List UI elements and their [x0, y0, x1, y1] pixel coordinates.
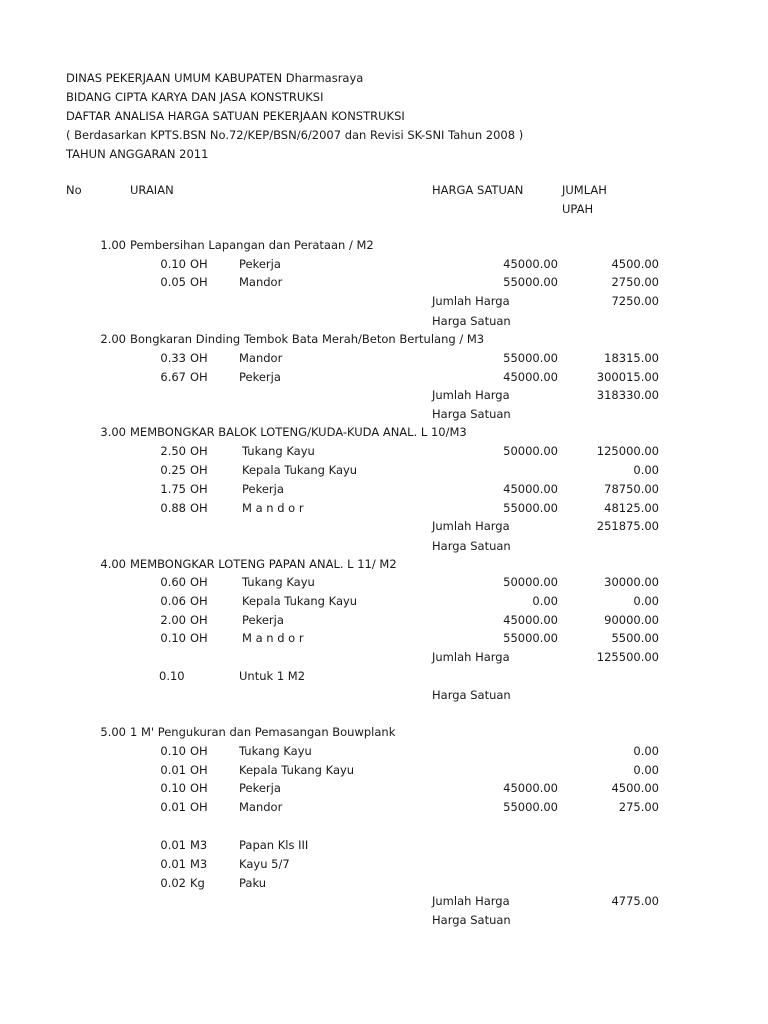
item-name: Mandor: [239, 351, 283, 365]
item-price: 55000.00: [503, 275, 558, 289]
material-coefficient: 0.01: [160, 838, 186, 852]
item-coefficient: 2.50: [160, 444, 186, 458]
item-row: [0, 629, 768, 648]
item-row: [0, 761, 768, 780]
material-name: Kayu 5/7: [239, 857, 290, 871]
total-row: [0, 386, 768, 405]
item-price: 45000.00: [503, 370, 558, 384]
item-coefficient: 0.88: [160, 501, 186, 515]
section-title: MEMBONGKAR BALOK LOTENG/KUDA-KUDA ANAL. L 10/M3: [130, 425, 467, 439]
column-header-upah: UPAH: [562, 202, 594, 216]
item-name: Pekerja: [239, 370, 281, 384]
item-coefficient: 0.05: [160, 275, 186, 289]
item-amount: 4500.00: [611, 257, 659, 271]
item-name: Mandor: [239, 275, 283, 289]
item-price: 45000.00: [503, 613, 558, 627]
header-fiscal-year: TAHUN ANGGARAN 2011: [66, 147, 209, 161]
jumlah-harga-label: Jumlah Harga: [432, 519, 510, 533]
item-row: [0, 480, 768, 499]
item-name: Tukang Kayu: [242, 444, 315, 458]
item-row: [0, 798, 768, 817]
section-number: 2.00: [100, 332, 126, 346]
item-name: Pekerja: [242, 613, 284, 627]
item-amount: 0.00: [633, 594, 659, 608]
material-unit: M3: [190, 857, 208, 871]
total-row: [0, 292, 768, 311]
item-amount: 0.00: [633, 744, 659, 758]
unit-price-row: [0, 911, 768, 930]
item-unit: OH: [190, 781, 208, 795]
item-unit: OH: [190, 275, 208, 289]
jumlah-harga-value: 251875.00: [596, 519, 659, 533]
total-row: [0, 517, 768, 536]
item-coefficient: 0.10: [160, 257, 186, 271]
section-title: MEMBONGKAR LOTENG PAPAN ANAL. L 11/ M2: [130, 557, 397, 571]
column-header-uraian: URAIAN: [130, 183, 174, 197]
item-unit: OH: [190, 482, 208, 496]
jumlah-harga-value: 7250.00: [611, 294, 659, 308]
item-price: 55000.00: [503, 631, 558, 645]
item-price: 55000.00: [503, 800, 558, 814]
item-price: 0.00: [532, 594, 558, 608]
item-row: [0, 461, 768, 480]
jumlah-harga-label: Jumlah Harga: [432, 650, 510, 664]
item-unit: OH: [190, 370, 208, 384]
item-price: 45000.00: [503, 257, 558, 271]
item-amount: 275.00: [618, 800, 659, 814]
item-coefficient: 2.00: [160, 613, 186, 627]
item-row: [0, 779, 768, 798]
material-name: Paku: [239, 876, 267, 890]
section-title-row: [0, 723, 768, 742]
column-header-harga-satuan: HARGA SATUAN: [432, 183, 524, 197]
jumlah-harga-label: Jumlah Harga: [432, 388, 510, 402]
item-coefficient: 1.75: [160, 482, 186, 496]
item-coefficient: 6.67: [160, 370, 186, 384]
item-name: Kepala Tukang Kayu: [239, 763, 355, 777]
item-row: [0, 368, 768, 387]
header-agency: DINAS PEKERJAAN UMUM KABUPATEN Dharmasraya: [66, 71, 364, 85]
unit-price-row: [0, 405, 768, 424]
material-name: Papan Kls III: [239, 838, 309, 852]
item-name: Kepala Tukang Kayu: [242, 463, 358, 477]
material-unit: Kg: [190, 876, 205, 890]
header-department: BIDANG CIPTA KARYA DAN JASA KONSTRUKSI: [66, 90, 324, 104]
section-number: 3.00: [100, 425, 126, 439]
item-amount: 125000.00: [596, 444, 659, 458]
section-title-row: [0, 236, 768, 255]
item-amount: 0.00: [633, 463, 659, 477]
item-unit: OH: [190, 613, 208, 627]
item-price: 50000.00: [503, 575, 558, 589]
item-row: [0, 255, 768, 274]
item-unit: OH: [190, 763, 208, 777]
jumlah-harga-label: Jumlah Harga: [432, 894, 510, 908]
header-title: DAFTAR ANALISA HARGA SATUAN PEKERJAAN KONSTRUKSI: [66, 109, 405, 123]
item-coefficient: 0.10: [160, 781, 186, 795]
item-name: Pekerja: [239, 781, 281, 795]
untuk-coefficient: 0.10: [159, 669, 185, 683]
material-row: [0, 874, 768, 893]
item-amount: 2750.00: [611, 275, 659, 289]
item-coefficient: 0.01: [160, 800, 186, 814]
material-unit: M3: [190, 838, 208, 852]
item-unit: OH: [190, 444, 208, 458]
item-coefficient: 0.10: [160, 631, 186, 645]
item-row: [0, 573, 768, 592]
item-unit: OH: [190, 744, 208, 758]
item-name: Kepala Tukang Kayu: [242, 594, 358, 608]
item-amount: 78750.00: [604, 482, 659, 496]
item-amount: 30000.00: [604, 575, 659, 589]
jumlah-harga-label: Jumlah Harga: [432, 294, 510, 308]
material-row: [0, 836, 768, 855]
material-coefficient: 0.01: [160, 857, 186, 871]
item-row: [0, 273, 768, 292]
item-coefficient: 0.10: [160, 744, 186, 758]
item-unit: OH: [190, 575, 208, 589]
item-price: 45000.00: [503, 781, 558, 795]
section-title-row: [0, 330, 768, 349]
item-price: 50000.00: [503, 444, 558, 458]
item-amount: 300015.00: [596, 370, 659, 384]
item-name: Pekerja: [242, 482, 284, 496]
item-unit: OH: [190, 594, 208, 608]
item-row: [0, 592, 768, 611]
harga-satuan-label: Harga Satuan: [432, 688, 511, 702]
unit-price-row: [0, 537, 768, 556]
material-row: [0, 855, 768, 874]
unit-price-row: [0, 312, 768, 331]
total-row: [0, 892, 768, 911]
item-price: 55000.00: [503, 501, 558, 515]
item-name: M a n d o r: [242, 631, 304, 645]
item-amount: 90000.00: [604, 613, 659, 627]
item-coefficient: 0.33: [160, 351, 186, 365]
item-price: 55000.00: [503, 351, 558, 365]
section-number: 5.00: [100, 725, 126, 739]
header-reference: ( Berdasarkan KPTS.BSN No.72/KEP/BSN/6/2007 dan Revisi SK-SNI Tahun 2008 ): [66, 128, 524, 142]
item-row: [0, 611, 768, 630]
section-title-row: [0, 555, 768, 574]
column-header-jumlah: JUMLAH: [562, 183, 607, 197]
item-unit: OH: [190, 463, 208, 477]
jumlah-harga-value: 4775.00: [611, 894, 659, 908]
section-title: Bongkaran Dinding Tembok Bata Merah/Beton Bertulang / M3: [130, 332, 485, 346]
harga-satuan-label: Harga Satuan: [432, 539, 511, 553]
harga-satuan-label: Harga Satuan: [432, 407, 511, 421]
item-name: Pekerja: [239, 257, 281, 271]
item-unit: OH: [190, 800, 208, 814]
item-coefficient: 0.60: [160, 575, 186, 589]
unit-price-row: [0, 686, 768, 705]
item-amount: 5500.00: [611, 631, 659, 645]
untuk-row: [0, 667, 768, 686]
item-unit: OH: [190, 501, 208, 515]
item-amount: 48125.00: [604, 501, 659, 515]
section-number: 1.00: [100, 238, 126, 252]
item-amount: 0.00: [633, 763, 659, 777]
item-unit: OH: [190, 351, 208, 365]
item-unit: OH: [190, 631, 208, 645]
total-row: [0, 648, 768, 667]
item-row: [0, 499, 768, 518]
untuk-label: Untuk 1 M2: [239, 669, 306, 683]
item-amount: 4500.00: [611, 781, 659, 795]
section-number: 4.00: [100, 557, 126, 571]
jumlah-harga-value: 125500.00: [596, 650, 659, 664]
item-coefficient: 0.06: [160, 594, 186, 608]
section-title-row: [0, 423, 768, 442]
column-header-no: No: [66, 183, 82, 197]
item-row: [0, 442, 768, 461]
item-name: Tukang Kayu: [242, 575, 315, 589]
document-header: [66, 69, 523, 164]
item-row: [0, 742, 768, 761]
item-name: Tukang Kayu: [239, 744, 312, 758]
item-amount: 18315.00: [604, 351, 659, 365]
item-name: Mandor: [239, 800, 283, 814]
item-row: [0, 349, 768, 368]
harga-satuan-label: Harga Satuan: [432, 913, 511, 927]
jumlah-harga-value: 318330.00: [596, 388, 659, 402]
harga-satuan-label: Harga Satuan: [432, 314, 511, 328]
item-unit: OH: [190, 257, 208, 271]
item-price: 45000.00: [503, 482, 558, 496]
item-coefficient: 0.25: [160, 463, 186, 477]
material-coefficient: 0.02: [160, 876, 186, 890]
item-name: M a n d o r: [242, 501, 304, 515]
section-title: Pembersihan Lapangan dan Perataan / M2: [130, 238, 374, 252]
section-title: 1 M' Pengukuran dan Pemasangan Bouwplank: [130, 725, 396, 739]
item-coefficient: 0.01: [160, 763, 186, 777]
